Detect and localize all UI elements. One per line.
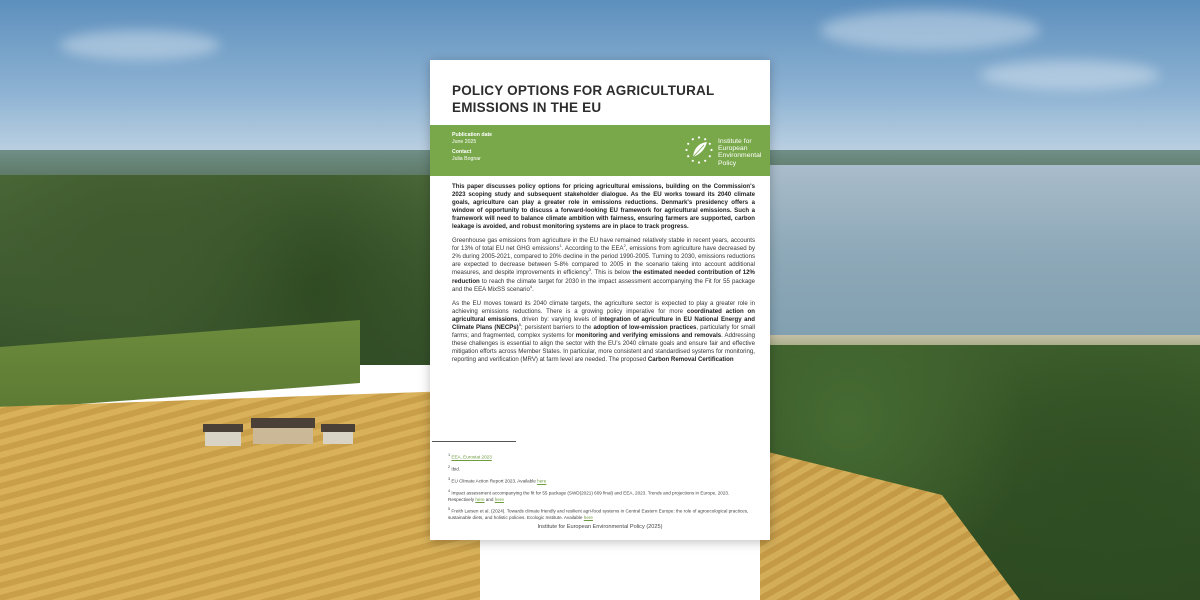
footnote-link[interactable]: EEA, Eurostat 2023 — [451, 454, 492, 460]
header-band — [430, 125, 770, 176]
footnote-4: $^4$ Impact assessment accompanying the fit for 55 package (SWD(2021) 609 final) and EEA, 2023. Trends and projections in Europe, 2023. Respectively here and here — [448, 489, 730, 502]
cloud — [60, 30, 220, 60]
footnote-divider — [432, 441, 516, 442]
page-footer: Institute for European Environmental Policy (2025) — [537, 524, 663, 530]
footnote-link[interactable]: here — [494, 496, 504, 502]
logo-text: Institute for European Environmental Policy — [718, 138, 762, 167]
publication-meta — [452, 132, 492, 162]
publication-date-value: June 2025 — [452, 138, 477, 145]
footnote-link[interactable]: here — [537, 478, 547, 484]
sea — [760, 165, 1200, 355]
footnotes — [448, 452, 753, 524]
footnote-5: $^5$ Freith Larsen et al. (2024). Towards climate friendly and resilient agri-food systems in Central Eastern Europe: the role of agroecological practices, sustainable diets, and holistic policies. Ecologic Institute. Available here — [448, 507, 749, 520]
contact-value: Julia Bognar — [452, 155, 481, 162]
footnote-2: $^2$ Ibid. — [448, 465, 461, 472]
document-title: POLICY OPTIONS FOR AGRICULTURAL EMISSIONS IN THE EU — [452, 83, 715, 115]
document-body — [452, 183, 755, 370]
footnote-1: $^1$ EEA, Eurostat 2023 — [448, 453, 492, 460]
document-page — [430, 60, 770, 540]
contact-label: Contact — [452, 149, 472, 155]
body-paragraph-1: Greenhouse gas emissions from agriculture in the EU have remained relatively stable in recent years, accounts for 13% of total EU net GHG emissions$^1$. According to the EEA$^2$, emissions from agriculture have decreased by 2% during 2005-2021, compared to 20% decline in the period 1990-2005. Turning to 2030, emissions reductions are expected to decrease between 5-8% compared to 2005 in the scenario taking into account additional measures, and despite improvements in efficiency$^3$. This is below the estimated needed contribution of 12% reduction to reach the climate target for 2030 in the impact assessment accompanying the Fit for 55 package and the EEA MixSS scenario$^4$. — [452, 237, 755, 293]
intro-paragraph: This paper discusses policy options for pricing agricultural emissions, building on the Commission's 2023 scoping study and subsequent stakeholder dialogue. As the EU works toward its 2040 climate goals, agriculture can play a greater role in emissions reductions. Denmark's presidency offers a window of opportunity to discuss a forward-looking EU framework for agricultural emissions. Such a framework will need to balance climate ambition with fairness, ensuring farmers are supported, carbon leakage is avoided, and robust monitoring systems are in place to track progress. — [452, 183, 755, 231]
farm-buildings — [205, 412, 355, 448]
publication-date-label: Publication date — [452, 132, 493, 138]
footnote-3: $^3$ EU Climate Action Report 2023. Available here — [448, 477, 547, 484]
body-paragraph-2: As the EU moves toward its 2040 climate targets, the agriculture sector is expected to play a greater role in achieving emissions reductions. There is a growing policy imperative for more coordinated action on agricultural emissions, driven by: varying levels of integration of agriculture in EU National Energy and Climate Plans (NECPs)$^5$; persistent barriers to the adoption of low-emission practices, particularly for small farms; and fragmented, complex systems for monitoring and verifying emissions and removals. Addressing these challenges is essential to align the sector with the EU's 2040 climate goals and ensure fair and effective mitigation efforts across Member States. In particular, more consistent and standardised systems for monitoring, reporting and verification (MRV) at farm level are needed. The proposed Carbon Removal Certification — [452, 299, 755, 363]
cloud — [820, 10, 1040, 50]
cloud — [980, 60, 1160, 90]
leaf-circle-icon — [684, 135, 714, 165]
footnote-link[interactable]: here — [475, 496, 485, 502]
ieep-logo — [684, 135, 766, 167]
footnote-link[interactable]: here — [583, 514, 593, 520]
